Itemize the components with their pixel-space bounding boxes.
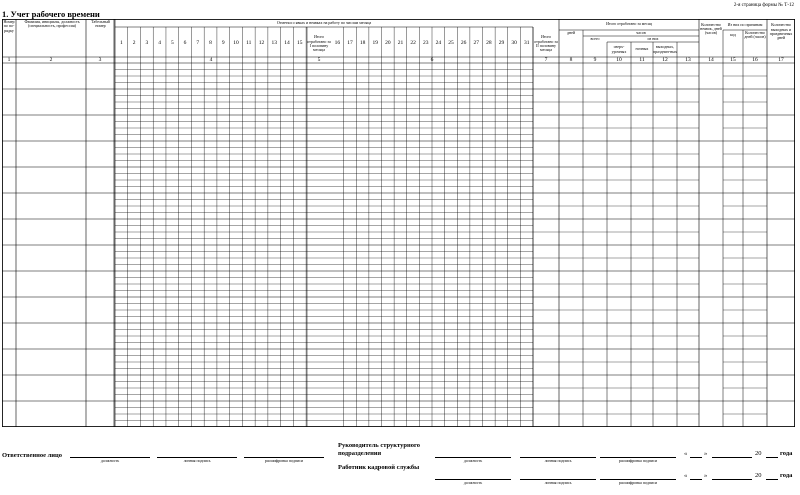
day-number: 15 <box>296 39 303 46</box>
header-incl: из них <box>647 36 659 41</box>
day-number: 16 <box>334 39 341 46</box>
head-date-quote-open: « <box>684 450 688 457</box>
column-number: 12 <box>662 57 668 63</box>
column-number: 4 <box>209 57 213 63</box>
day-number: 18 <box>359 39 366 46</box>
head-decoding-caption: расшифровка подписи <box>618 458 658 463</box>
day-number: 23 <box>422 39 429 46</box>
day-number: 3 <box>145 39 149 46</box>
head-date-year-label: года <box>780 450 793 457</box>
hr-date-day-line[interactable] <box>690 479 702 480</box>
head-label: Руководитель структурного подразделения <box>338 442 421 457</box>
day-number: 20 <box>385 39 391 46</box>
day-number: 31 <box>523 39 530 46</box>
day-number: 5 <box>170 39 174 46</box>
header-worked: Итого отработано за месяц <box>606 21 652 27</box>
header-hours: часов <box>636 30 646 35</box>
day-number: 19 <box>372 39 378 46</box>
column-number: 6 <box>430 57 434 63</box>
day-number: 8 <box>209 39 212 46</box>
head-position-caption: должность <box>463 458 483 463</box>
day-number: 14 <box>284 39 290 46</box>
column-number: 14 <box>708 57 714 63</box>
responsible-decoding-caption: расшифровка подписи <box>264 458 304 463</box>
header-overtime: сверх-урочных <box>611 44 627 54</box>
hr-position-caption: должность <box>463 480 483 485</box>
header-name: Фамилия, инициалы, должность (специальность, профессия) <box>24 20 80 29</box>
column-number: 16 <box>752 57 758 63</box>
hr-date-month-line[interactable] <box>712 479 752 480</box>
day-number: 9 <box>221 39 225 46</box>
head-date-century: 20 <box>755 450 762 457</box>
header-from-them: Из них по причинам <box>727 21 763 27</box>
day-number: 12 <box>258 39 265 46</box>
column-number: 17 <box>778 57 784 63</box>
column-number: 13 <box>685 57 691 63</box>
column-number: 3 <box>98 57 102 63</box>
header-marks: Отметки о явках и неявках на работу по числам месяца <box>276 19 372 25</box>
day-number: 10 <box>233 39 239 46</box>
column-number: 1 <box>7 57 11 63</box>
header-half-total: Итого отработано за I половину месяца <box>307 34 331 53</box>
header-weekend-days: Количество выходных и праздничных дней <box>769 22 793 41</box>
header-absence-count: Количество дней (часов) <box>744 30 766 39</box>
day-number: 4 <box>158 39 161 46</box>
hr-signature-caption: личная подпись <box>544 480 572 485</box>
day-number: 29 <box>498 39 505 46</box>
column-number: 8 <box>569 57 573 63</box>
header-month-total: Итого отработано за II половину месяца <box>534 34 558 53</box>
header-absence-days: Количество неявок, дней (часов) <box>700 21 722 36</box>
column-number: 9 <box>593 57 597 63</box>
day-number: 28 <box>486 39 492 46</box>
header-holiday: выходных, празднич-ных <box>653 44 677 54</box>
timesheet-grid <box>2 19 795 427</box>
head-date-month-line[interactable] <box>712 457 752 458</box>
responsible-signature-caption: личная подпись <box>183 458 211 463</box>
page-title: 1. Учет рабочего времени <box>2 9 100 19</box>
day-number: 7 <box>196 39 200 46</box>
hr-decoding-caption: расшифровка подписи <box>618 480 658 485</box>
head-date-year-line[interactable] <box>766 457 778 458</box>
column-number: 2 <box>49 57 53 63</box>
header-tab-number: Табельный номер <box>91 20 110 29</box>
hr-date-year-line[interactable] <box>766 479 778 480</box>
day-number: 2 <box>132 39 136 46</box>
header-code: код <box>730 31 736 37</box>
day-number: 25 <box>448 39 454 46</box>
day-number: 1 <box>119 39 123 46</box>
column-number: 15 <box>730 57 736 63</box>
responsible-label: Ответственное лицо <box>2 452 63 459</box>
day-number: 17 <box>347 39 353 46</box>
day-number: 11 <box>246 39 252 46</box>
column-number: 10 <box>616 57 622 63</box>
day-number: 21 <box>397 39 404 46</box>
hr-date-year-label: года <box>780 472 793 479</box>
timesheet-table <box>2 19 795 427</box>
table-border <box>2 19 794 426</box>
header-days: дней <box>566 30 576 35</box>
column-number: 7 <box>544 57 548 63</box>
head-signature-caption: личная подпись <box>544 458 572 463</box>
header-number: Номер по по-рядку <box>3 20 15 33</box>
column-number: 11 <box>639 57 645 63</box>
day-number: 30 <box>511 39 517 46</box>
day-number: 24 <box>435 39 442 46</box>
head-date-quote-close: » <box>704 450 708 457</box>
form-code: 2-я страница формы № Т-12 <box>733 3 794 8</box>
day-number: 13 <box>271 39 277 46</box>
day-number: 22 <box>410 39 416 46</box>
head-date-day-line[interactable] <box>690 457 702 458</box>
responsible-position-caption: должность <box>100 458 120 463</box>
day-number: 27 <box>473 39 479 46</box>
header-total: всего <box>590 36 600 41</box>
column-number: 5 <box>317 57 321 63</box>
hr-label: Работник кадровой службы <box>338 464 420 471</box>
day-number: 26 <box>460 39 467 46</box>
hr-date-quote-close: » <box>704 472 708 479</box>
header-night: ночных <box>635 46 649 52</box>
hr-date-century: 20 <box>755 472 762 479</box>
day-number: 6 <box>183 39 187 46</box>
hr-date-quote-open: « <box>684 472 688 479</box>
